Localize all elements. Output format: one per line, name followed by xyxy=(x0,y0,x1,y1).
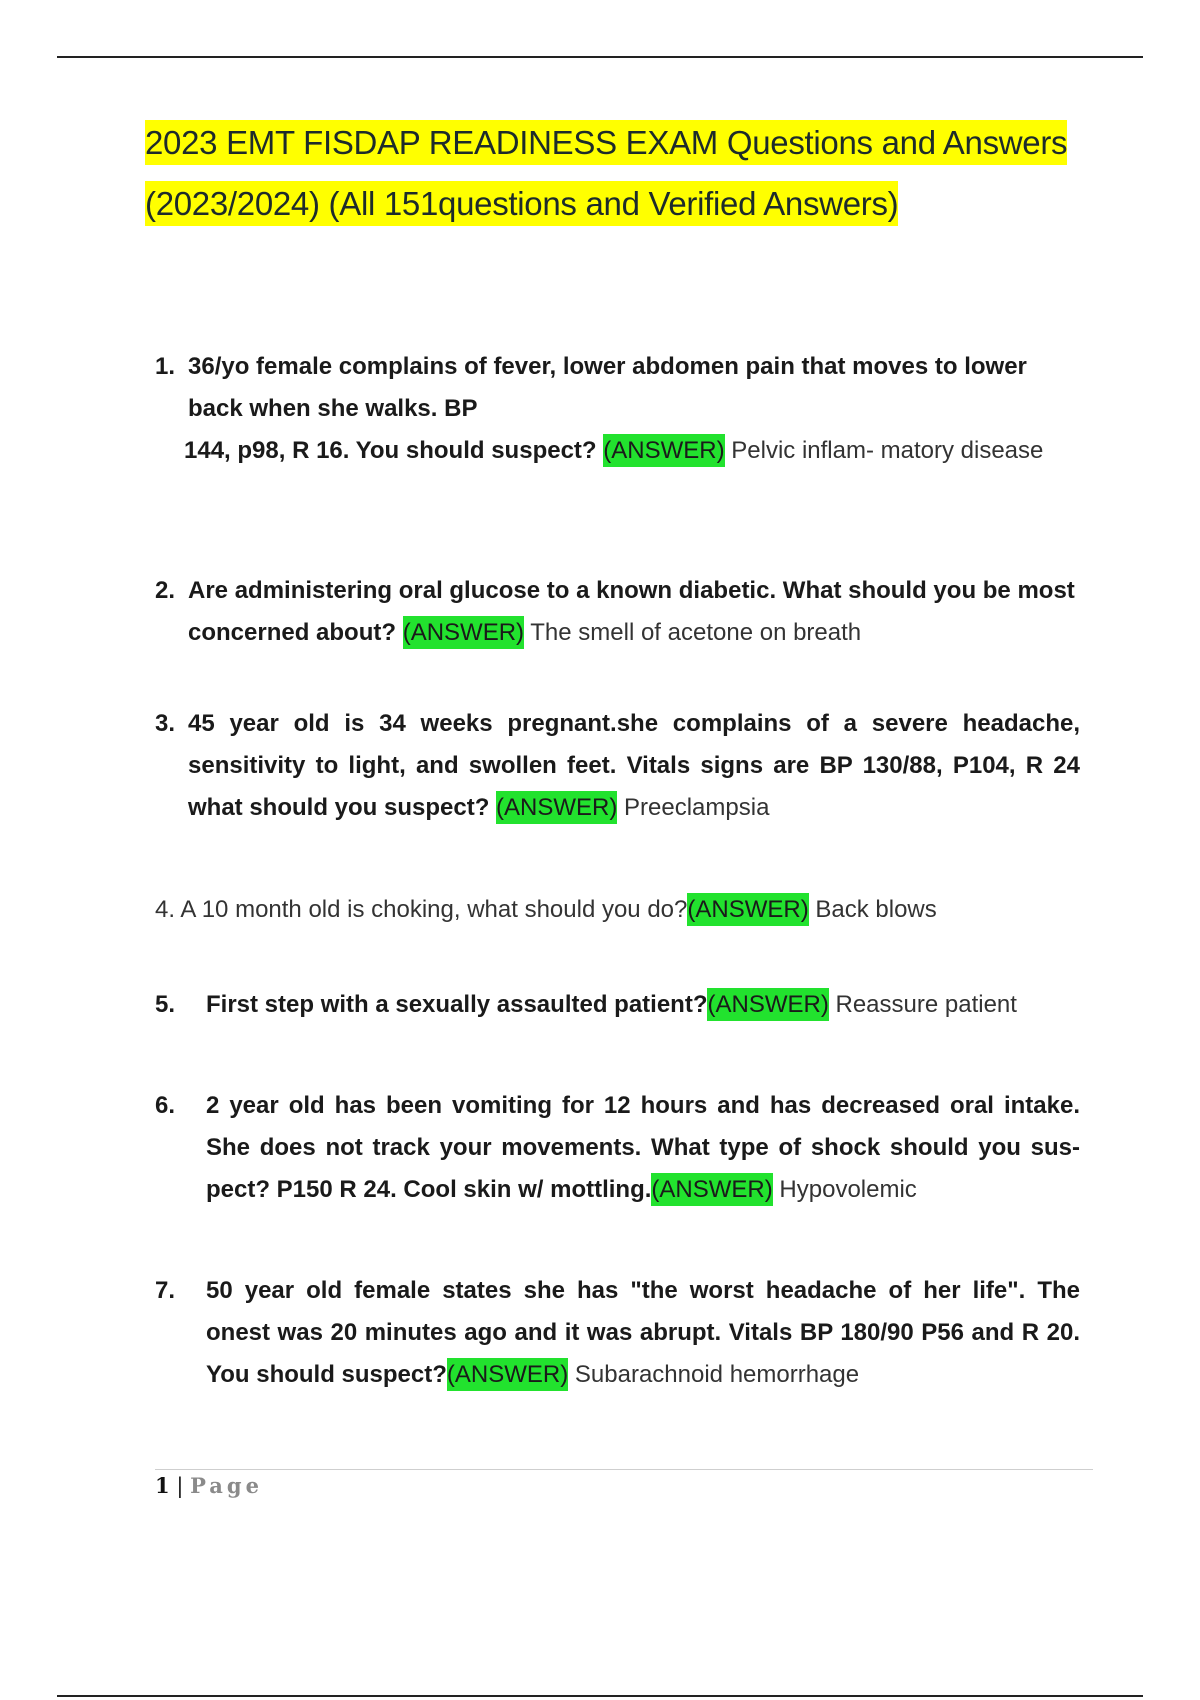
footer-separator: | xyxy=(176,1474,184,1498)
question-text: Are administering oral glucose to a known diabetic. What should you be most concerned about? xyxy=(188,577,1075,646)
answer-label: (ANSWER) xyxy=(687,893,808,926)
question-6 xyxy=(155,1085,1080,1211)
question-number: 7. xyxy=(155,1277,176,1304)
title-line-1: 2023 EMT FISDAP READINESS EXAM Questions and Answers xyxy=(145,120,1067,165)
answer-text: Subarachnoid hemorrhage xyxy=(574,1361,860,1388)
answer-label: (ANSWER) xyxy=(447,1358,568,1391)
question-1 xyxy=(155,346,1080,472)
question-number: 2. xyxy=(155,577,176,604)
top-rule xyxy=(57,56,1143,58)
question-7 xyxy=(155,1270,1080,1396)
answer-label: (ANSWER) xyxy=(603,434,724,467)
question-5 xyxy=(155,984,1080,1026)
question-text: 36/yo female complains of fever, lower abdomen pain that moves to lower back when she walks. BP xyxy=(188,353,1027,422)
answer-text: Hypovolemic xyxy=(779,1176,917,1203)
question-text: 50 year old female states she has "the worst headache of her life". The onest was 20 minutes ago and it was abrupt. Vitals BP 180/90 P56 and R 20. You should suspect? xyxy=(206,1277,1080,1388)
question-number: 4. xyxy=(155,896,176,923)
question-number: 1. xyxy=(155,353,176,380)
document-title xyxy=(145,112,1095,234)
question-text: A 10 month old is choking, what should you do? xyxy=(180,896,688,923)
question-3 xyxy=(155,703,1080,829)
question-number: 3. xyxy=(155,710,176,737)
question-number: 6. xyxy=(155,1092,176,1119)
question-text: First step with a sexually assaulted patient? xyxy=(206,991,708,1018)
question-text: 45 year old is 34 weeks pregnant.she complains of a severe headache, sensitivity to light, and swollen feet. Vitals signs are BP 130/88, P104, R 24 what should you suspect? xyxy=(188,710,1080,821)
footer-divider xyxy=(155,1469,1093,1470)
answer-label: (ANSWER) xyxy=(707,988,828,1021)
question-number: 5. xyxy=(155,991,176,1018)
answer-text: Preeclampsia xyxy=(624,794,770,821)
question-text-continued: 144, p98, R 16. You should suspect? xyxy=(184,437,597,464)
page-number: 1 xyxy=(155,1473,170,1498)
question-2 xyxy=(155,570,1080,654)
answer-label: (ANSWER) xyxy=(496,791,617,824)
question-4 xyxy=(155,889,1080,931)
page-footer xyxy=(155,1471,263,1501)
bottom-rule xyxy=(57,1695,1143,1697)
answer-label: (ANSWER) xyxy=(651,1173,772,1206)
answer-text: Pelvic inflam- matory disease xyxy=(731,437,1044,464)
question-text: 2 year old has been vomiting for 12 hours and has decreased oral intake. She does not track your movements. What type of shock should you sus- pect? P150 R 24. Cool skin w/ mottling. xyxy=(206,1092,1080,1203)
title-line-2: (2023/2024) (All 151questions and Verified Answers) xyxy=(145,181,898,226)
answer-text: Reassure patient xyxy=(835,991,1017,1018)
answer-label: (ANSWER) xyxy=(403,616,524,649)
page-label: Page xyxy=(190,1473,263,1498)
answer-text: The smell of acetone on breath xyxy=(530,619,862,646)
answer-text: Back blows xyxy=(815,896,937,923)
